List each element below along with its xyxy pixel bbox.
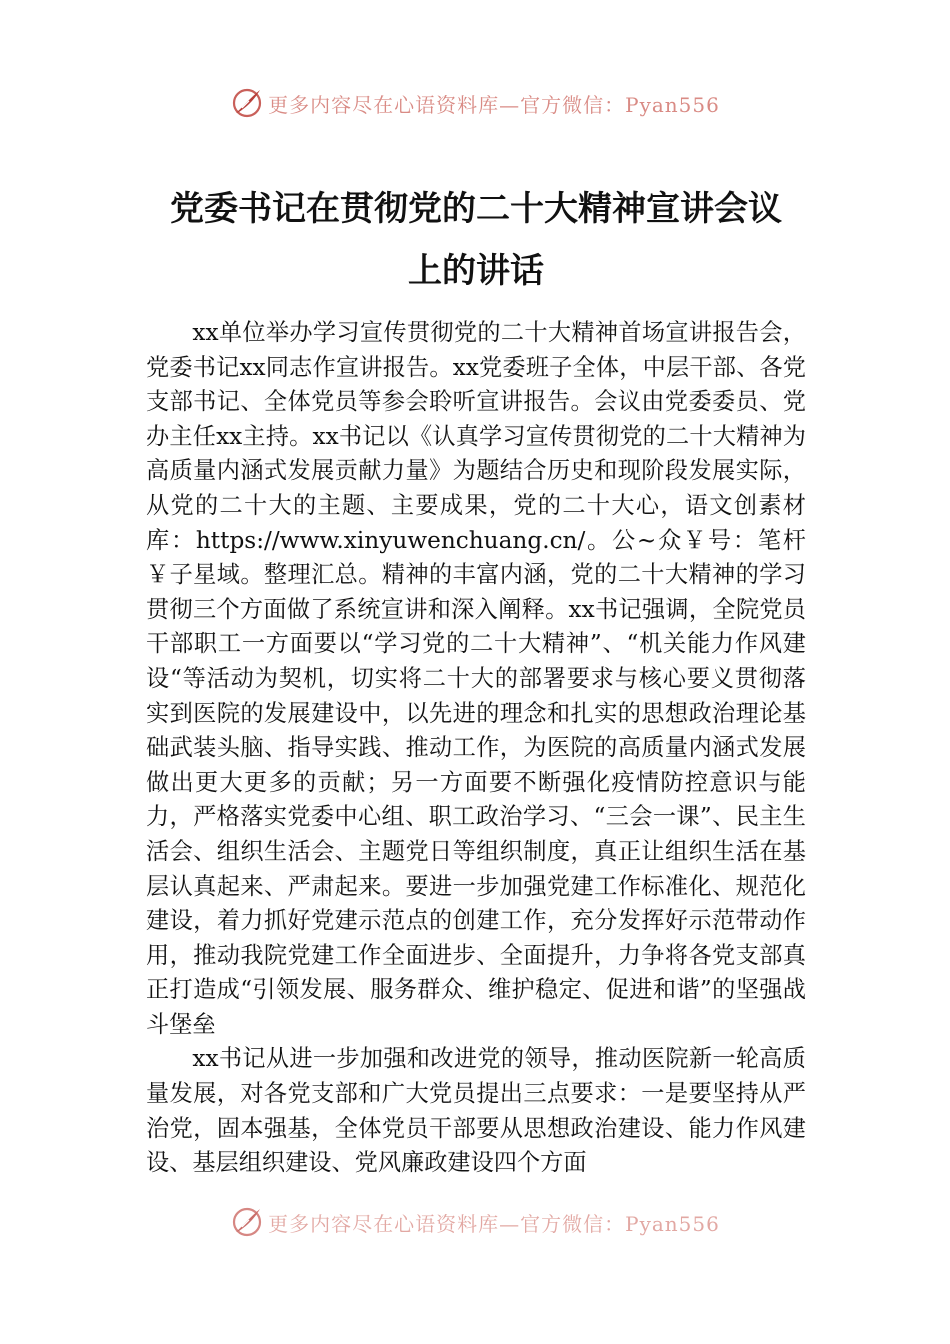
footer-watermark-banner — [0, 1206, 950, 1238]
title-line-2: 上的讲话 — [408, 251, 544, 291]
title-line-1: 党委书记在贯彻党的二十大精神宣讲会议 — [170, 189, 782, 229]
document-title — [146, 178, 806, 302]
header-watermark-banner — [0, 86, 950, 120]
quill-logo-icon — [230, 86, 264, 120]
quill-logo-icon — [230, 1205, 264, 1239]
paragraph-1: xx单位举办学习宣传贯彻党的二十大精神首场宣讲报告会，党委书记xx同志作宣讲报告。xx党委班子全体，中层干部、各党支部书记、全体党员等参会聆听宣讲报告。会议由党委委员、党办主任xx主持。xx书记以《认真学习宣传贯彻党的二十大精神为高质量内涵式发展贡献力量》为题结合历史和现阶段发展实际，从党的二十大的主题、主要成果，党的二十大心，语文创素材库：https://www.xinyuwenchuang.cn/。公~众￥号：笔杆￥子星域。整理汇总。精神的丰富内涵，党的二十大精神的学习贯彻三个方面做了系统宣讲和深入阐释。xx书记强调，全院党员干部职工一方面要以“学习党的二十大精神”、“机关能力作风建设“等活动为契机，切实将二十大的部署要求与核心要义贯彻落实到医院的发展建设中，以先进的理念和扎实的思想政治理论基础武装头脑、指导实践、推动工作，为医院的高质量内涵式发展做出更大更多的贡献；另一方面要不断强化疫情防控意识与能力，严格落实党委中心组、职工政治学习、“三会一课”、民主生活会、组织生活会、主题党日等组织制度，真正让组织生活在基层认真起来、严肃起来。要进一步加强党建工作标准化、规范化建设，着力抓好党建示范点的创建工作，充分发挥好示范带动作用，推动我院党建工作全面进步、全面提升，力争将各党支部真正打造成“引领发展、服务群众、维护稳定、促进和谐”的坚强战斗堡垒 — [146, 319, 806, 1038]
banner-text: 更多内容尽在心语资料库—官方微信：Pyan556 — [268, 1211, 720, 1236]
banner-text: 更多内容尽在心语资料库—官方微信：Pyan556 — [268, 92, 720, 117]
paragraph-2: xx书记从进一步加强和改进党的领导，推动医院新一轮高质量发展，对各党支部和广大党员提出三点要求：一是要坚持从严治党，固本强基，全体党员干部要从思想政治建设、能力作风建设、基层组织建设、党风廉政建设四个方面 — [146, 1045, 806, 1177]
document-body — [146, 316, 806, 1181]
